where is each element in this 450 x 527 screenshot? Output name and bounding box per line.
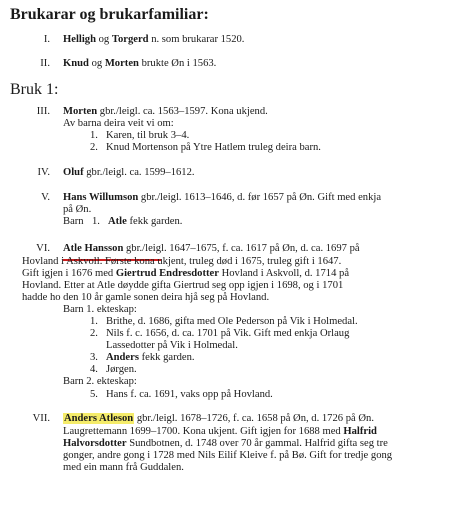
entry-line bbox=[63, 243, 360, 255]
barn-label: Barn bbox=[63, 216, 84, 227]
person-name: Halfrid bbox=[343, 426, 377, 437]
child-text: Karen, til bruk 3–4. bbox=[106, 130, 190, 141]
text: og bbox=[95, 34, 112, 45]
entry-line: Hovland. Etter at Atle døydde gifta Giertrud seg opp igjen i 1698, og i 1701 bbox=[22, 280, 344, 291]
entry-text: Hovland i Askvoll, d. 1714 på bbox=[218, 268, 350, 279]
entry-line bbox=[63, 438, 388, 450]
child-text: Brithe, d. 1686, gifta med Ole Pederson på Vik i Holmedal. bbox=[106, 316, 358, 327]
entry-number: III. bbox=[36, 106, 50, 117]
entry-text: gbr./leigl. ca. 1599–1612. bbox=[83, 167, 195, 178]
person-name: Anders bbox=[106, 352, 139, 363]
entry-line: med ein mann frå Guddalen. bbox=[63, 462, 184, 473]
person-name: Anders Atleson bbox=[64, 413, 134, 424]
entry-line bbox=[63, 192, 381, 204]
child-text: Nils f. c. 1656, d. ca. 1701 på Vik. Gift med enkja Orlaug bbox=[106, 328, 350, 339]
entry-line bbox=[22, 268, 349, 280]
person-name: Helligh bbox=[63, 34, 96, 45]
person-name: Torgerd bbox=[111, 34, 149, 45]
barn-label: Barn 2. ekteskap: bbox=[63, 376, 137, 387]
entry-line bbox=[63, 58, 216, 70]
entry-text: gbr./leigl. 1613–1646, d. før 1657 på Øn. Gift med enkja bbox=[138, 192, 382, 203]
child-number: 1. bbox=[90, 130, 98, 141]
entry-line bbox=[63, 167, 195, 179]
person-name: Hans Willumson bbox=[63, 192, 139, 203]
child-text: Hans f. ca. 1691, vaks opp på Hovland. bbox=[106, 389, 273, 400]
entry-text: gbr./leigl. ca. 1563–1597. Kona ukjend. bbox=[97, 106, 268, 117]
entry-line bbox=[63, 413, 374, 425]
section-title: Bruk 1: bbox=[10, 81, 59, 98]
person-name: Morten bbox=[104, 58, 139, 69]
entry-line: Av barna deira veit vi om: bbox=[63, 118, 174, 129]
entry-text: gbr./leigl. 1678–1726, f. ca. 1658 på Øn, d. 1726 på Øn. bbox=[134, 413, 374, 424]
entry-text: fekk garden. bbox=[138, 352, 195, 363]
page-heading: Brukarar og brukarfamiliar: bbox=[10, 6, 209, 23]
entry-line bbox=[63, 426, 377, 438]
child-text bbox=[108, 216, 182, 228]
person-name: Knud bbox=[63, 58, 89, 69]
entry-number: IV. bbox=[37, 167, 50, 178]
child-number: 4. bbox=[90, 364, 98, 375]
entry-number: VII. bbox=[32, 413, 50, 424]
person-name: Atle bbox=[108, 216, 127, 227]
entry-text: Laugrettemann 1699–1700. Kona ukjent. Gift igjen for 1688 med bbox=[63, 426, 344, 437]
child-text: Jørgen. bbox=[106, 364, 137, 375]
child-text bbox=[106, 352, 195, 364]
entry-text: gbr./leigl. 1647–1675, f. ca. 1617 på Øn, d. ca. 1697 på bbox=[123, 243, 360, 254]
person-name: Giertrud Endresdotter bbox=[115, 268, 219, 279]
child-text: Lassedotter på Vik i Holmedal. bbox=[106, 340, 238, 351]
person-name: Halvorsdotter bbox=[63, 438, 127, 449]
child-number: 1. bbox=[90, 316, 98, 327]
entry-text: brukte Øn i 1563. bbox=[138, 58, 217, 69]
entry-number: V. bbox=[41, 192, 50, 203]
entry-number: VI. bbox=[36, 243, 50, 254]
entry-text: Sundbotnen, d. 1748 over 70 år gammal. Halfrid gifta seg tre bbox=[126, 438, 388, 449]
entry-line: på Øn. bbox=[63, 204, 92, 215]
child-number: 1. bbox=[92, 216, 100, 227]
entry-text: fekk garden. bbox=[126, 216, 183, 227]
child-text: Knud Mortenson på Ytre Hatlem truleg deira barn. bbox=[106, 142, 321, 153]
child-number: 5. bbox=[90, 389, 98, 400]
entry-line: gonger, andre gong i 1728 med Nils Eilif Kleive f. på Bø. Gift for tredje gong bbox=[63, 450, 393, 461]
text: og bbox=[88, 58, 105, 69]
entry-text: n. som brukarar 1520. bbox=[148, 34, 245, 45]
child-number: 2. bbox=[90, 142, 98, 153]
child-number: 3. bbox=[90, 352, 98, 363]
entry-line: hadde ho den 10 år gamle sonen deira hjå seg på Hovland. bbox=[22, 292, 270, 303]
entry-number: I. bbox=[43, 34, 50, 45]
person-name: Atle Hansson bbox=[63, 243, 124, 254]
person-name: Morten bbox=[63, 106, 98, 117]
entry-line bbox=[63, 34, 244, 46]
entry-line: Hovland i Askvoll. Første kona ukjent, truleg død i 1675, truleg gift i 1647. bbox=[22, 256, 342, 267]
person-name: Oluf bbox=[63, 167, 84, 178]
entry-text: Gift igjen i 1676 med bbox=[22, 268, 116, 279]
barn-label: Barn 1. ekteskap: bbox=[63, 304, 137, 315]
entry-line bbox=[63, 106, 268, 118]
child-number: 2. bbox=[90, 328, 98, 339]
entry-number: II. bbox=[40, 58, 50, 69]
